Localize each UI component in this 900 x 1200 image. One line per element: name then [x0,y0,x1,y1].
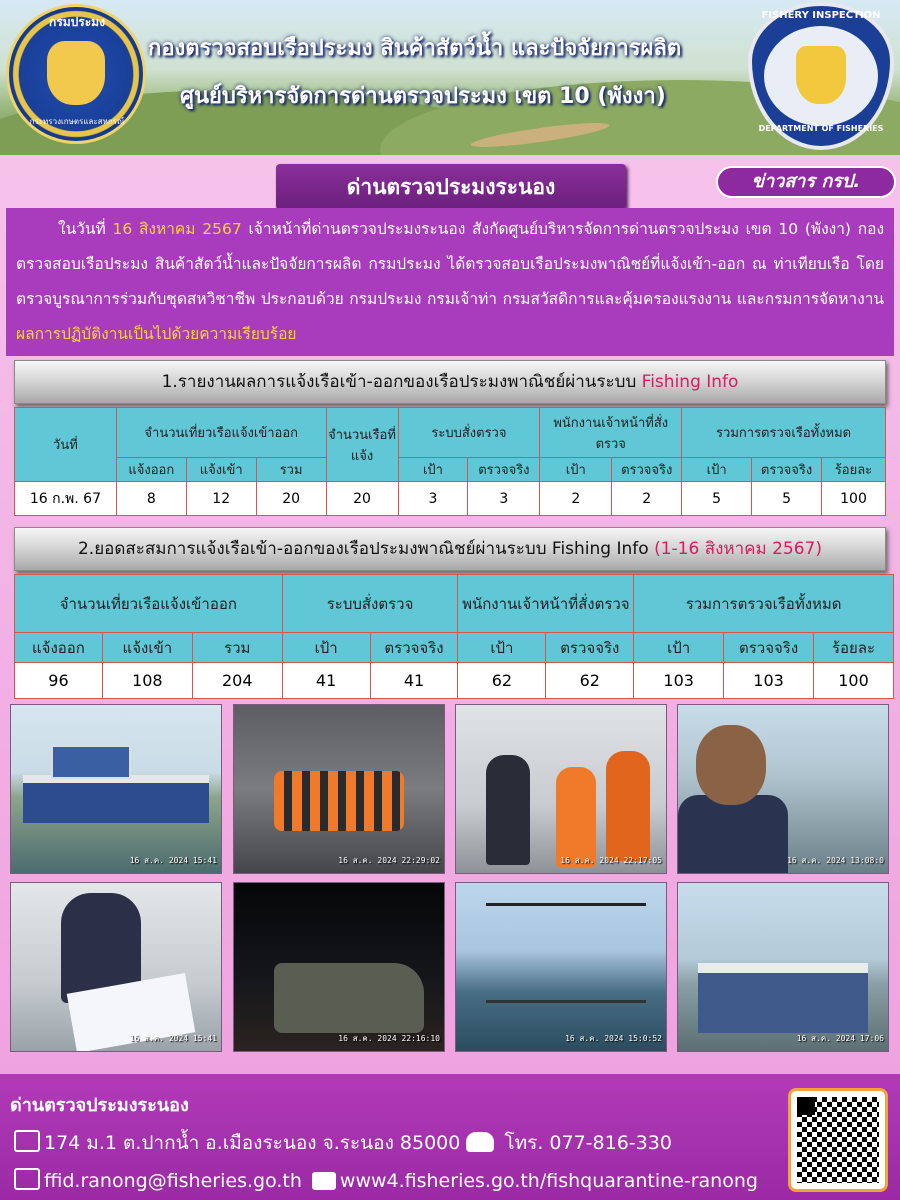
department-seal-logo [6,4,146,144]
qr-code-icon[interactable] [788,1088,888,1192]
col-off-target: เป้า [458,633,546,663]
email-icon [14,1168,40,1190]
col-officer: พนักงานเจ้าหน้าที่สั่งตรวจ [540,408,682,458]
col-in: แจ้งเข้า [102,633,192,663]
cell-date: 16 ก.พ. 67 [15,482,117,516]
col-percent: ร้อยละ [814,633,894,663]
photo-timestamp: 16 ส.ค. 2024 22:16:10 [338,1034,440,1043]
col-sys-actual: ตรวจจริง [468,458,540,482]
cell-tot-target: 103 [634,663,724,699]
col-sys-target: เป้า [282,633,370,663]
col-system: ระบบสั่งตรวจ [398,408,540,458]
section2-title: 2.ยอดสะสมการแจ้งเรือเข้า-ออกของเรือประมงพาณิชย์ผ่านระบบ Fishing Info [77,539,655,559]
cell-sys-actual: 3 [468,482,540,516]
cumulative-report-table [14,574,894,699]
photo-timestamp: 16 ส.ค. 2024 15:41 [129,1034,217,1043]
emblem-icon [796,46,846,104]
col-sys-target: เป้า [398,458,468,482]
cell-percent: 100 [822,482,886,516]
section1-title: 1.รายงานผลการแจ้งเรือเข้า-ออกของเรือประมงพาณิชย์ผ่านระบบ [161,372,642,392]
photo-timestamp: 16 ส.ค. 2024 17:06 [796,1034,884,1043]
section1-title-highlight: Fishing Info [641,372,739,392]
boat-cabin-shape [51,745,131,779]
crew-shape [606,751,650,861]
photo-boat-harbor [677,882,889,1052]
photo-document-check [10,882,222,1052]
computer-icon [312,1172,336,1190]
phone-icon [466,1132,494,1152]
footer-station-name: ด่านตรวจประมงระนอง [10,1095,189,1116]
intro-result: ผลการปฏิบัติงานเป็นไปด้วยความเรียบร้อย [16,325,297,343]
photo-timestamp: 16 ส.ค. 2024 22:17:05 [560,856,662,865]
col-tot-actual: ตรวจจริง [752,458,822,482]
footer-contact-line [14,1168,758,1192]
table-row [15,663,894,699]
seal-top-text: กรมประมง [49,15,105,29]
col-date: วันที่ [15,408,117,482]
cell-off-target: 2 [540,482,612,516]
col-system: ระบบสั่งตรวจ [282,575,458,633]
footer-phone: โทร. 077-816-330 [504,1132,672,1154]
col-out: แจ้งออก [15,633,103,663]
seal-bottom-text: กระทรวงเกษตรและสหกรณ์ [29,117,125,126]
col-total: รวมการตรวจเรือทั้งหมด [682,408,886,458]
station-title: ด่านตรวจประมงระนอง [276,164,626,210]
boat-shape [274,963,424,1033]
cell-off-actual: 62 [546,663,634,699]
table-row [15,482,886,516]
daily-report-table [14,407,886,516]
section2-title-highlight: (1-16 สิงหาคม 2567) [654,539,823,559]
cell-percent: 100 [814,663,894,699]
photo-night-boat [233,882,445,1052]
fishery-inspection-badge-logo [748,2,894,150]
cell-in: 108 [102,663,192,699]
col-sys-actual: ตรวจจริง [370,633,458,663]
col-off-target: เป้า [540,458,612,482]
cell-in: 12 [186,482,256,516]
photo-fishing-boat [10,704,222,874]
section1-heading [14,360,886,404]
officer-face-shape [696,725,766,805]
intro-text-2: เจ้าหน้าที่ด่านตรวจประมงระนอง สังกัดศูนย์บริหารจัดการด่านตรวจประมง เขต 10 (พังงา) กองตรวจสอบเรือประมง สินค้าสัตว์น้ำและปัจจัยการผลิต กรมประมง ได้ตรวจสอบเรือประมงพาณิชย์ที่แจ้งเข้า-ออก ณ ท่าเทียบเรือ โดยตรวจบูรณาการร่วมกับชุดสหวิชาชีพ ประกอบด้วย กรมประมง กรมเจ้าท่า กรมสวัสดิการและคุ้มครองแรงงาน และกรมการจัดหางาน [16,220,885,308]
cell-off-actual: 2 [612,482,682,516]
col-total: รวมการตรวจเรือทั้งหมด [634,575,894,633]
col-out: แจ้งออก [116,458,186,482]
footer-website[interactable]: www4.fisheries.go.th/fishquarantine-ranong [339,1170,758,1192]
cell-tot-target: 5 [682,482,752,516]
col-sum: รวม [192,633,282,663]
qr-pattern [797,1097,879,1183]
cell-boats: 20 [326,482,398,516]
officer-body-shape [678,795,788,874]
officer-shape [486,755,530,865]
col-tot-actual: ตรวจจริง [724,633,814,663]
footer-address: 174 ม.1 ต.ปากน้ำ อ.เมืองระนอง จ.ระนอง 85000 [44,1132,461,1154]
section2-heading [14,527,886,571]
cell-off-target: 62 [458,663,546,699]
header-banner [0,0,900,155]
news-badge: ข่าวสาร กรป. [716,166,896,198]
header-title-line2: ศูนย์บริหารจัดการด่านตรวจประมง เขต 10 (พังงา) [180,84,666,109]
photo-timestamp: 16 ส.ค. 2024 15:0:52 [565,1034,662,1043]
col-boats: จำนวนเรือที่แจ้ง [326,408,398,482]
cell-out: 96 [15,663,103,699]
col-trips: จำนวนเที่ยวเรือแจ้งเข้าออก [15,575,283,633]
col-trips: จำนวนเที่ยวเรือแจ้งเข้าออก [116,408,326,458]
col-off-actual: ตรวจจริง [546,633,634,663]
cell-sys-actual: 41 [370,663,458,699]
col-percent: ร้อยละ [822,458,886,482]
cell-sys-target: 41 [282,663,370,699]
photo-boat-deck [455,882,667,1052]
intro-paragraph [6,208,894,356]
footer-address-line [14,1128,672,1158]
photo-timestamp: 16 ส.ค. 2024 13:08:0 [787,856,884,865]
intro-text-1: ในวันที่ [58,220,113,238]
badge-bottom-text: DEPARTMENT OF FISHERIES [758,124,884,133]
cell-tot-actual: 5 [752,482,822,516]
col-sum: รวม [256,458,326,482]
photo-inspection-office [455,704,667,874]
footer [0,1074,900,1200]
cell-sum: 204 [192,663,282,699]
cell-tot-actual: 103 [724,663,814,699]
boat-shape [698,963,868,1033]
crew-shape [556,767,596,867]
cell-sys-target: 3 [398,482,468,516]
intro-date: 16 สิงหาคม 2567 [112,220,242,238]
photo-officer-portrait [677,704,889,874]
header-title-line1: กองตรวจสอบเรือประมง สินค้าสัตว์น้ำ และปัจจัยการผลิต [148,36,682,61]
footer-email[interactable]: ffid.ranong@fisheries.go.th [44,1170,302,1192]
emblem-icon [47,41,105,105]
cell-sum: 20 [256,482,326,516]
location-icon [14,1130,40,1152]
boat-shape [23,775,209,823]
col-tot-target: เป้า [634,633,724,663]
photo-crew-group [233,704,445,874]
cell-out: 8 [116,482,186,516]
col-tot-target: เป้า [682,458,752,482]
photo-timestamp: 16 ส.ค. 2024 15:41 [129,856,217,865]
badge-top-text: FISHERY INSPECTION [761,10,881,21]
photo-timestamp: 16 ส.ค. 2024 22:29:02 [338,856,440,865]
crew-shape [274,771,404,831]
col-officer: พนักงานเจ้าหน้าที่สั่งตรวจ [458,575,634,633]
col-in: แจ้งเข้า [186,458,256,482]
mast-shape [486,903,646,1003]
col-off-actual: ตรวจจริง [612,458,682,482]
